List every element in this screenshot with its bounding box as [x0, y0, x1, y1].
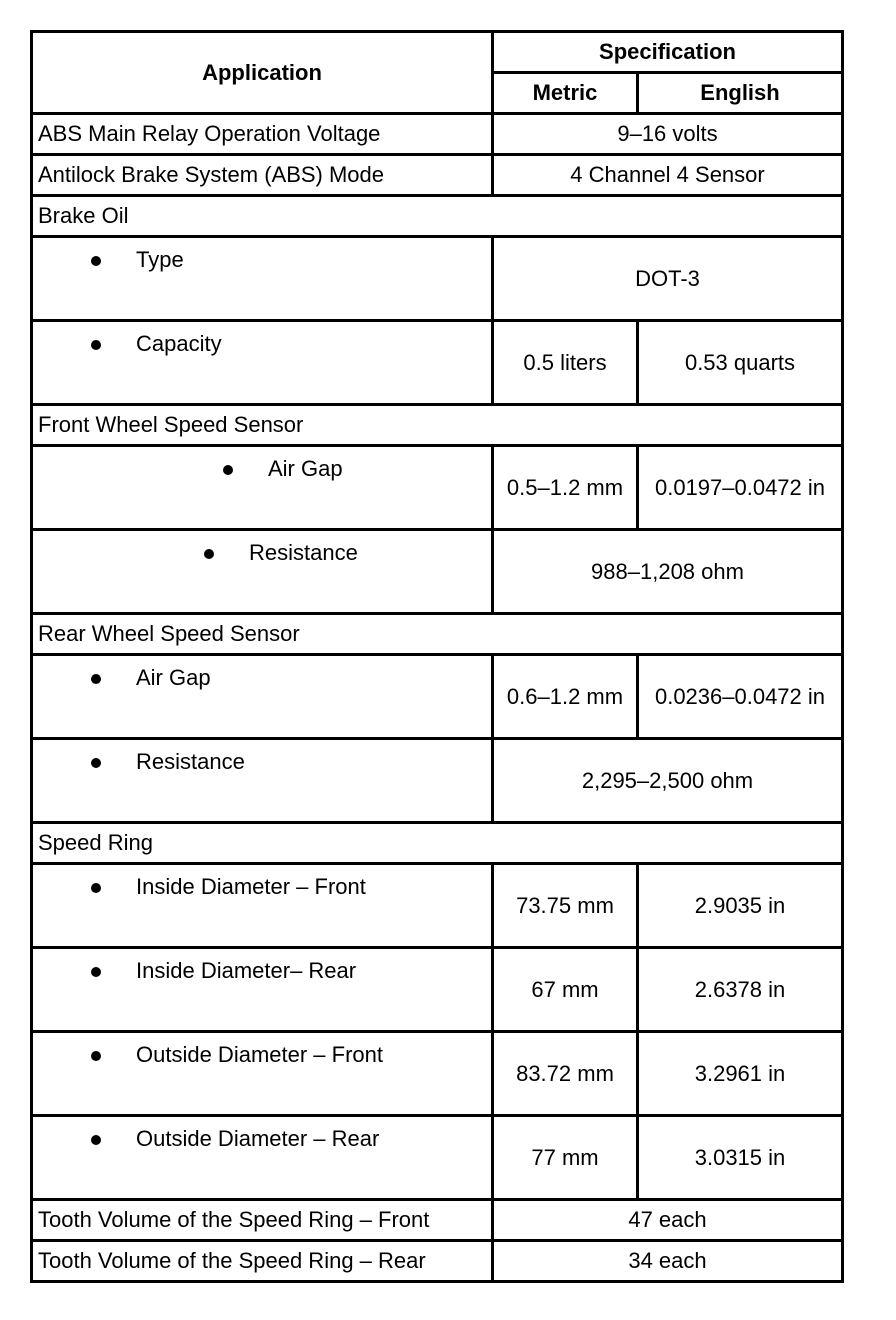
sub-item-label: Resistance — [136, 749, 245, 774]
header-application: Application — [32, 32, 493, 114]
header-english: English — [638, 73, 843, 114]
table-row — [32, 1200, 843, 1241]
bullet-icon — [223, 465, 233, 475]
table-row — [32, 446, 843, 530]
metric-cell: 73.75 mm — [493, 864, 638, 948]
sub-item-cell — [32, 237, 493, 321]
section-row — [32, 823, 843, 864]
sub-item-label: Inside Diameter– Rear — [136, 958, 357, 983]
application-cell: Tooth Volume of the Speed Ring – Rear — [32, 1241, 493, 1282]
metric-cell: 83.72 mm — [493, 1032, 638, 1116]
application-cell: Antilock Brake System (ABS) Mode — [32, 155, 493, 196]
table-row — [32, 155, 843, 196]
bullet-icon — [91, 967, 101, 977]
table-row — [32, 530, 843, 614]
sub-item-label: Air Gap — [268, 456, 343, 481]
section-title: Brake Oil — [32, 196, 843, 237]
english-cell: 3.2961 in — [638, 1032, 843, 1116]
section-title: Speed Ring — [32, 823, 843, 864]
section-row — [32, 614, 843, 655]
english-cell: 0.0236–0.0472 in — [638, 655, 843, 739]
bullet-icon — [91, 256, 101, 266]
value-cell: 34 each — [493, 1241, 843, 1282]
english-cell: 0.0197–0.0472 in — [638, 446, 843, 530]
english-cell: 2.6378 in — [638, 948, 843, 1032]
sub-item-label: Inside Diameter – Front — [136, 874, 366, 899]
section-title: Front Wheel Speed Sensor — [32, 405, 843, 446]
table-row — [32, 739, 843, 823]
bullet-icon — [204, 549, 214, 559]
table-row — [32, 1116, 843, 1200]
value-cell: 988–1,208 ohm — [493, 530, 843, 614]
bullet-icon — [91, 883, 101, 893]
metric-cell: 67 mm — [493, 948, 638, 1032]
spec-table — [30, 30, 844, 1283]
value-cell: 47 each — [493, 1200, 843, 1241]
metric-cell: 77 mm — [493, 1116, 638, 1200]
bullet-icon — [91, 758, 101, 768]
value-cell: DOT-3 — [493, 237, 843, 321]
table-row — [32, 864, 843, 948]
sub-item-label: Capacity — [136, 331, 222, 356]
application-cell: ABS Main Relay Operation Voltage — [32, 114, 493, 155]
sub-item-cell — [32, 1032, 493, 1116]
application-cell: Tooth Volume of the Speed Ring – Front — [32, 1200, 493, 1241]
table-row — [32, 655, 843, 739]
section-row — [32, 405, 843, 446]
sub-item-cell — [32, 1116, 493, 1200]
sub-item-label: Type — [136, 247, 184, 272]
sub-item-label: Air Gap — [136, 665, 211, 690]
value-cell: 4 Channel 4 Sensor — [493, 155, 843, 196]
section-title: Rear Wheel Speed Sensor — [32, 614, 843, 655]
metric-cell: 0.6–1.2 mm — [493, 655, 638, 739]
table-row — [32, 1032, 843, 1116]
sub-item-cell — [32, 321, 493, 405]
header-specification: Specification — [493, 32, 843, 73]
metric-cell: 0.5–1.2 mm — [493, 446, 638, 530]
table-row — [32, 114, 843, 155]
sub-item-label: Outside Diameter – Front — [136, 1042, 383, 1067]
sub-item-cell — [32, 739, 493, 823]
sub-item-cell — [32, 948, 493, 1032]
english-cell: 3.0315 in — [638, 1116, 843, 1200]
bullet-icon — [91, 1051, 101, 1061]
value-cell: 9–16 volts — [493, 114, 843, 155]
metric-cell: 0.5 liters — [493, 321, 638, 405]
bullet-icon — [91, 674, 101, 684]
header-metric: Metric — [493, 73, 638, 114]
sub-item-label: Outside Diameter – Rear — [136, 1126, 380, 1151]
english-cell: 0.53 quarts — [638, 321, 843, 405]
value-cell: 2,295–2,500 ohm — [493, 739, 843, 823]
table-row — [32, 1241, 843, 1282]
bullet-icon — [91, 1135, 101, 1145]
table-row — [32, 237, 843, 321]
sub-item-label: Resistance — [249, 540, 358, 565]
sub-item-cell — [32, 446, 493, 530]
sub-item-cell — [32, 530, 493, 614]
table-row — [32, 321, 843, 405]
bullet-icon — [91, 340, 101, 350]
sub-item-cell — [32, 655, 493, 739]
section-row — [32, 196, 843, 237]
english-cell: 2.9035 in — [638, 864, 843, 948]
table-row — [32, 948, 843, 1032]
sub-item-cell — [32, 864, 493, 948]
